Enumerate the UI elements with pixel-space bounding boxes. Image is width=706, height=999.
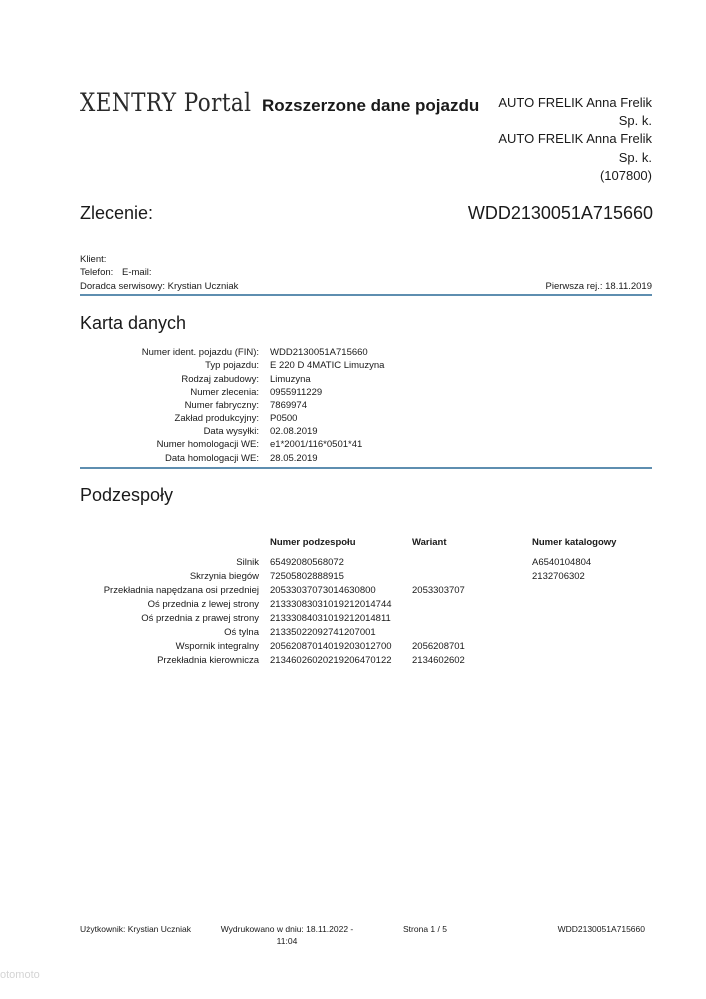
xentry-portal-logo: XENTRY Portal [80,88,252,117]
divider [80,294,652,296]
components-title: Podzespoły [80,485,174,505]
component-number: 20533037073014630800 [270,585,376,596]
otomoto-watermark: otomoto [0,969,40,981]
divider [80,467,652,469]
component-name: Wspornik integralny [175,641,259,652]
component-catalog: 2132706302 [532,571,585,582]
data-card-label: Numer homologacji WE: [156,439,259,450]
phone-label: Telefon: [80,267,114,278]
service-advisor: Doradca serwisowy: Krystian Uczniak [80,281,239,292]
component-variant: 2056208701 [412,641,465,652]
first-registration: Pierwsza rej.: 18.11.2019 [545,281,652,292]
footer-user: Użytkownik: Krystian Uczniak [80,924,192,934]
component-number: 21333084031019212014811 [270,613,391,624]
component-number: 20562087014019203012700 [270,641,392,652]
component-number: 21333083031019212014744 [270,599,392,610]
column-header: Numer katalogowy [532,537,617,548]
component-number: 21346026020219206470122 [270,655,392,666]
footer-printed-time: 11:04 [276,936,298,946]
data-card-label: Numer zlecenia: [190,387,259,398]
component-number: 65492080568072 [270,557,344,568]
column-header: Wariant [412,537,447,548]
data-card-value: 0955911229 [270,387,323,398]
dealer-info [482,94,652,185]
data-card-value: 02.08.2019 [270,426,318,437]
dealer-line: Sp. k. [618,149,652,165]
document-title: Rozszerzone dane pojazdu [262,96,480,115]
footer-page-number: Strona 1 / 5 [403,924,447,934]
component-name: Przekładnia kierownicza [157,655,259,666]
data-card-label: Rodzaj zabudowy: [181,374,259,385]
footer-printed-date: Wydrukowano w dniu: 18.11.2022 - [220,924,354,934]
data-card-value: P0500 [270,413,298,424]
data-card-value: 28.05.2019 [270,453,318,464]
dealer-code: (107800) [599,167,652,183]
data-card-value: WDD2130051A715660 [270,347,368,358]
component-name: Oś przednia z lewej strony [147,599,259,610]
component-name: Oś przednia z prawej strony [141,613,259,624]
data-card-label: Data homologacji WE: [165,453,259,464]
component-name: Skrzynia biegów [189,571,259,582]
dealer-line: AUTO FRELIK Anna Frelik [498,95,652,110]
component-variant: 2134602602 [412,655,465,666]
data-card-label: Zakład produkcyjny: [174,413,259,424]
dealer-line: Sp. k. [618,113,652,129]
email-label: E-mail: [122,267,152,278]
order-label: Zlecenie: [80,203,154,223]
dealer-line: AUTO FRELIK Anna Frelik [498,131,652,147]
component-name: Oś tylna [224,627,259,638]
data-card-label: Typ pojazdu: [205,360,259,371]
component-catalog: A6540104804 [532,557,592,568]
footer-printed [220,924,354,946]
order-vin: WDD2130051A715660 [467,203,653,223]
client-label: Klient: [80,254,107,265]
component-number: 21335022092741207001 [270,627,376,638]
data-card-title: Karta danych [80,313,187,333]
data-card-value: 7869974 [270,400,307,411]
data-card-value: e1*2001/116*0501*41 [270,439,363,450]
component-name: Przekładnia napędzana osi przedniej [103,585,259,596]
component-name: Silnik [236,557,259,568]
data-card-value: E 220 D 4MATIC Limuzyna [270,360,385,371]
component-variant: 2053303707 [412,585,465,596]
data-card-label: Data wysyłki: [203,426,259,437]
column-header: Numer podzespołu [270,537,356,548]
footer-vin: WDD2130051A715660 [557,924,645,934]
data-card-label: Numer fabryczny: [184,400,259,411]
data-card-label: Numer ident. pojazdu (FIN): [141,347,259,358]
data-card-value: Limuzyna [270,374,311,385]
component-number: 72505802888915 [270,571,344,582]
